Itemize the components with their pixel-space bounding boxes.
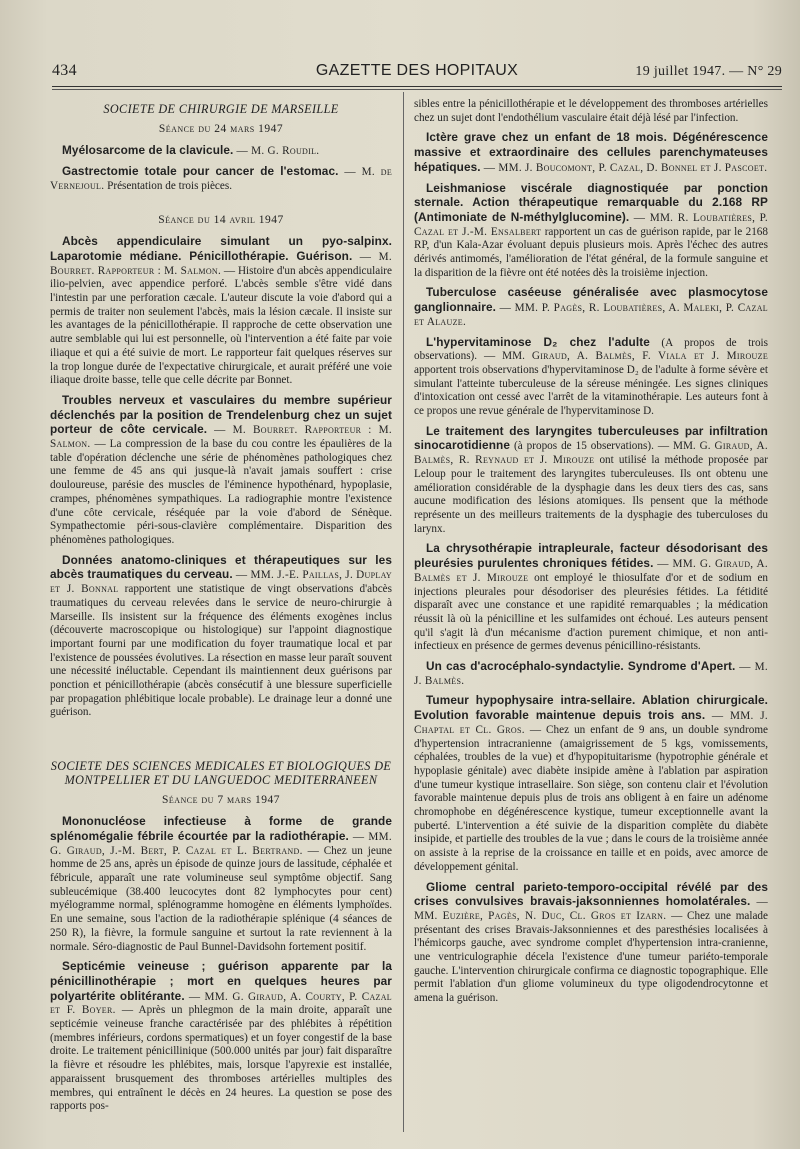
abstract-entry [414,336,768,419]
entry-body: — Après un phlegmon de la main droite, apparaît une septicémie veineuse franche caractérisée par des phlébites à répétition (membres inférieurs, cordons spermatiques) et un foyer congestif de la base droite. Le traitement pénicillinique (500.000 unités par jour) fait disparaître la fièvre et résoudre les phlébites, mais, lorsque l'apyrexie est installée, apparaissent brusquement des thromboses artérielles multiples des membres, qui entraînent le décès en 24 heures. La question se pose des rapports pos- [50,1004,392,1113]
abstract-entry [414,131,768,175]
entry-authors: Giraud, A. Balmès, R. Reynaud et J. Mirouze [414,440,768,467]
abstract-entry [50,554,392,720]
entry-authors: — M. J. Balmès. [414,661,768,687]
entry-title: Un cas d'acrocéphalo-syndactylie. Syndrome d'Apert. [426,659,736,674]
journal-title: GAZETTE DES HOPITAUX [315,62,519,79]
entry-title: Le traitement des laryngites tuberculeuses par infiltration sinocarotidienne [414,423,768,453]
abstract-entry [414,660,768,688]
entry-authors: — MM. P. Pagès, R. Loubatières, A. Maleki, P. Cazal et Alauze. [414,302,768,328]
entry-title: Gliome central parieto-temporo-occipital révélé par des crises convulsives bravais-jaksonniennes homolatérales. [414,879,768,909]
society-heading: SOCIETE DES SCIENCES MEDICALES ET BIOLOGIQUES DE MONTPELLIER ET DU LANGUEDOC MEDITERRANEEN [50,759,392,787]
abstract-entry [414,286,768,329]
entry-authors: — MM. J.-E. Paillas, J. Duplay et J. Bonnal [50,569,392,596]
entry-body: — La compression de la base du cou contre les épaulières de la table d'opération déclenche une série de phénomènes pathologiques chez une femme de 45 ans qui jusque-là n'avait jamais souffert : crise douloureuse, parésie des muscles de l'éminence hypothénard, hypoplasie, crampes, phénomènes sympathiques. La radiographie montre l'existence d'une côte cervicale, réséquée par la voie d'abord de Sénèque. Sympathectomie péri-sous-clavière complémentaire. Disparition des phénomènes pathologiques. [50,438,392,546]
entry-body: Présentation de trois pièces. [104,179,233,192]
running-header [52,60,782,84]
abstract-entry [50,235,392,388]
entry-authors: — M. Bourret. Rapporteur : M. Salmon. [50,424,392,451]
right-column [414,98,768,1006]
seance-date: Séance du 14 avril 1947 [158,213,284,226]
abstract-entry [414,542,768,654]
seance-date: Séance du 7 mars 1947 [161,793,281,806]
entry-title: Myélosarcome de la clavicule. [62,143,234,158]
entry-authors: — MM. G. Giraud, A. Courty, P. Cazal et F. Boyer. [50,990,392,1017]
issue-date: 19 juillet 1947. — N° 29 [635,64,782,79]
entry-title: Tumeur hypophysaire intra-sellaire. Ablation chirurgicale. Evolution favorable maintenue depuis trois ans. [414,693,768,723]
entry-title: Données anatomo-cliniques et thérapeutiques sur les abcès traumatiques du cerveau. [50,552,392,582]
entry-authors: — M. de Vernejoul. [50,166,393,192]
entry-authors: — MM. J. Boucomont, P. Cazal, D. Bonnel et J. Pascoet. [480,161,768,174]
entry-body-lead: (A propos de trois observations). — MM. [414,336,769,363]
seance-date: Séance du 24 mars 1947 [158,122,284,135]
entry-title: Tuberculose caséeuse généralisée avec plasmocytose ganglionnaire. [414,285,768,315]
page-number: 434 [52,62,77,79]
entry-body: ont employé le thiosulfate d'or et de sodium en injections pleurales pour désodoriser des pleurésies fétides. La fétidité disparaît avec une constance et une rapidité remarquables ; la médication réussit là où la pénicilline et les sulfamides ont échoué. Les auteurs pensent qu'il s'agit là d'un mécanisme d'action purement chimique, et non anti-infectieux en présence de germes devenus pénicillino-résistants. [414,571,769,653]
header-rule [52,86,782,87]
entry-authors: — MM. J. Chaptal et Cl. Gros. [414,710,768,736]
entry-body-lead: (à propos de 15 observations). — MM. G. [510,440,715,453]
left-column [50,97,392,1114]
entry-body: — Histoire d'un abcès appendiculaire ilio-pelvien, avec appendice perforé. L'abcès semble s'être vidé dans l'intestin par une perforation cæcale. L'auteur discute la voie d'abord qui a permis de traiter non seulement l'abcès, mais la lésion cæcale. Il insiste sur les avantages de la pénicillothérapie. Il rapproche de cette observation une autre semblable qui lui est personnelle, où l'intervention a été faite par voie iliaque et qui a été suivie de mort. Le rapporteur fait quelques réserves sur la trop longue durée de l'expectative chirurgicale, et aurait préféré une voie iliaque droite basse, telle que celle décrite par Bonnet. [50,264,392,387]
column-separator [403,92,404,1132]
abstract-entry [414,694,768,874]
entry-title: Septicémie veineuse ; guérison apparente par la pénicillinothérapie ; mort en quelques heures par polyartérite oblitérante. [50,959,392,1003]
entry-authors: — M. Bourret. Rapporteur : M. Salmon. [50,250,392,277]
entry-title: Abcès appendiculaire simulant un pyo-salpinx. Laparotomie médiane. Pénicillothérapie. Guérison. [50,234,392,263]
entry-body: — Chez une malade présentant des crises Bravais-Jaksonniennes et des paresthésies localisées à l'hémicorps gauche, avec syndrome complet d'hypertension intra-cranienne, une ventriculographie décela l'existence d'une tumeur pariéto-temporale gauche. L'intervention chirurgicale confirma ce diagnostic topographique. Elle permit l'ablation d'un gliome volumineux du type oligodendrocytonne et amena la guérison. [414,909,768,1005]
entry-authors: — MM. R. Loubatières, P. Cazal et J.-M. Ensalbert [414,211,769,238]
entry-body: ont utilisé la méthode proposée par Leloup pour le traitement des laryngites tuberculeuses. Ils ont obtenu une amélioration considérable de la dysphagie dans les deux tiers des cas, sans aucune modification des lésions atomiques. Ils pensent que la méthode représente un des meilleurs traitements de la dysphagie des tuberculoses du larynx. [414,454,768,535]
abstract-entry [50,394,392,548]
entry-title: La chrysothérapie intrapleurale, facteur désodorisant des pleurésies purulentes chroniques fétides. [414,541,768,571]
entry-authors: Giraud, A. Balmès, F. Viala et J. Mirouze [531,350,769,363]
abstract-entry [414,881,768,1006]
entry-authors: — MM. Euzière, Pagès, N. Duc, Cl. Gros et Izarn. [414,896,768,922]
abstract-entry [50,165,392,193]
entry-authors: — MM. G. Giraud, A. Balmès et J. Mirouze [414,558,768,584]
header-rule-thin [52,89,782,90]
entry-title: L'hypervitaminose D₂ chez l'adulte [426,334,650,349]
abstract-entry [50,815,392,954]
entry-body: — Chez un enfant de 9 ans, un double syndrome d'hypertension intracranienne (amaigrissement de 5 kgs, vomissements, céphalées, troubles de la vue) et d'hypopituitarisme (hypotrophie générale et hypoplasie génitale) avec diabète insipide amène à l'ablation par aspiration d'une tumeur kystique intrasellaire. Son siège, son contenu clair et l'évolution favorable maintenue depuis plus de trois ans obligent à en faire un adénome chromophobe en dégénérescence kystique, tumeur exceptionnelle avant la puberté. L'intervention a été suivie de la disparition complète du diabète insipide, et partielle des troubles de la vue ; dans le cours de la troisième année on assiste à la reprise de la croissance en taille et en poids, avec amorce de développement génital. [414,723,769,873]
entry-body: apportent trois observations d'hypervitaminose D₂ de l'adulte à forme sévère et simulant l'atteinte tuberculeuse de la séreuse méningée. Les signes cliniques d'intoxication ont cessé avec l'arrêt de la vitaminothérapie. Les auteurs font à ce propos une revue générale de l'hypervitaminose D. [414,363,768,418]
continued-text: sibles entre la pénicillothérapie et le développement des thromboses artérielles chez un sujet dont l'endothélium vasculaire était déjà lésé par l'infection. [414,98,768,124]
entry-title: Gastrectomie totale pour cancer de l'estomac. [62,164,339,179]
entry-authors: — M. G. Roudil. [233,145,320,158]
abstract-entry [50,960,392,1114]
abstract-entry [414,425,768,537]
entry-title: Mononucléose infectieuse à forme de grande splénomégalie fébrile écourtée par la radiothérapie. [50,814,392,843]
entry-body: rapportent une statistique de vingt observations d'abcès traumatiques du cerveau relevées dans le service de neuro-chirurgie à Marseille. Ils insistent sur la fréquence des éléments exogènes inclus (découverte macroscopique ou histologique) sur l'appoint diagnostique important fourni par une modification du foyer traumatique local et par l'existence de poussées évolutives. La résection en masse leur paraît souvent une nécessité inéluctable. Cependant ils maintiennent deux guérisons par ponction et pénicillothérapie (abcès consécutif à une blessure superficielle par propagation phlébitique locale probable). Le drainage leur a donné une guérison. [50,583,392,719]
abstract-entry [50,144,392,159]
entry-body: — Chez un jeune homme de 25 ans, après un épisode de quinze jours de lassitude, céphalée et fébricule, apparaît une rate volumineuse seul symptôme objectif. Sang subleucémique (38.400 leucocytes dont 82 lymphocytes pour cent) myélogramme normal, splénogramme homogène en éléments lymphoïdes. En une semaine, sous l'action de la radiothérapie splénique (4 séances de 250 R), la fièvre, la formule sanguine et surtout la rate reviennent à la normale. Séro-diagnostic de Paul Bunnel-Davidsohn fortement positif. [50,844,392,953]
entry-title: Ictère grave chez un enfant de 18 mois. Dégénérescence massive et extraordinaire des cellules parenchymateuses hépatiques. [414,130,768,174]
entry-title: Troubles nerveux et vasculaires du membre supérieur déclenchés par la position de Trendelenburg chez un sujet porteur de côte cervicale. [50,392,392,437]
society-heading: SOCIETE DE CHIRURGIE DE MARSEILLE [103,102,339,116]
entry-body: rapportent un cas de guérison rapide, par le 2168 RP, d'un Kala-Azar évoluant depuis plusieurs mois. Après l'échec des autres dérivés antimomés, l'amélioration de l'état général, de la formule sanguine et la disparition de la fièvre ont été notées dès la troisième injection. [414,225,768,279]
abstract-entry [414,182,768,281]
entry-authors: — MM. G. Giraud, J.-M. Bert, P. Cazal et L. Bertrand. [50,830,392,857]
entry-title: Leishmaniose viscérale diagnostiquée par ponction sternale. Action thérapeutique remarquable du 2.168 RP (Antimoniate de N-méthylglucomine). [414,180,768,224]
